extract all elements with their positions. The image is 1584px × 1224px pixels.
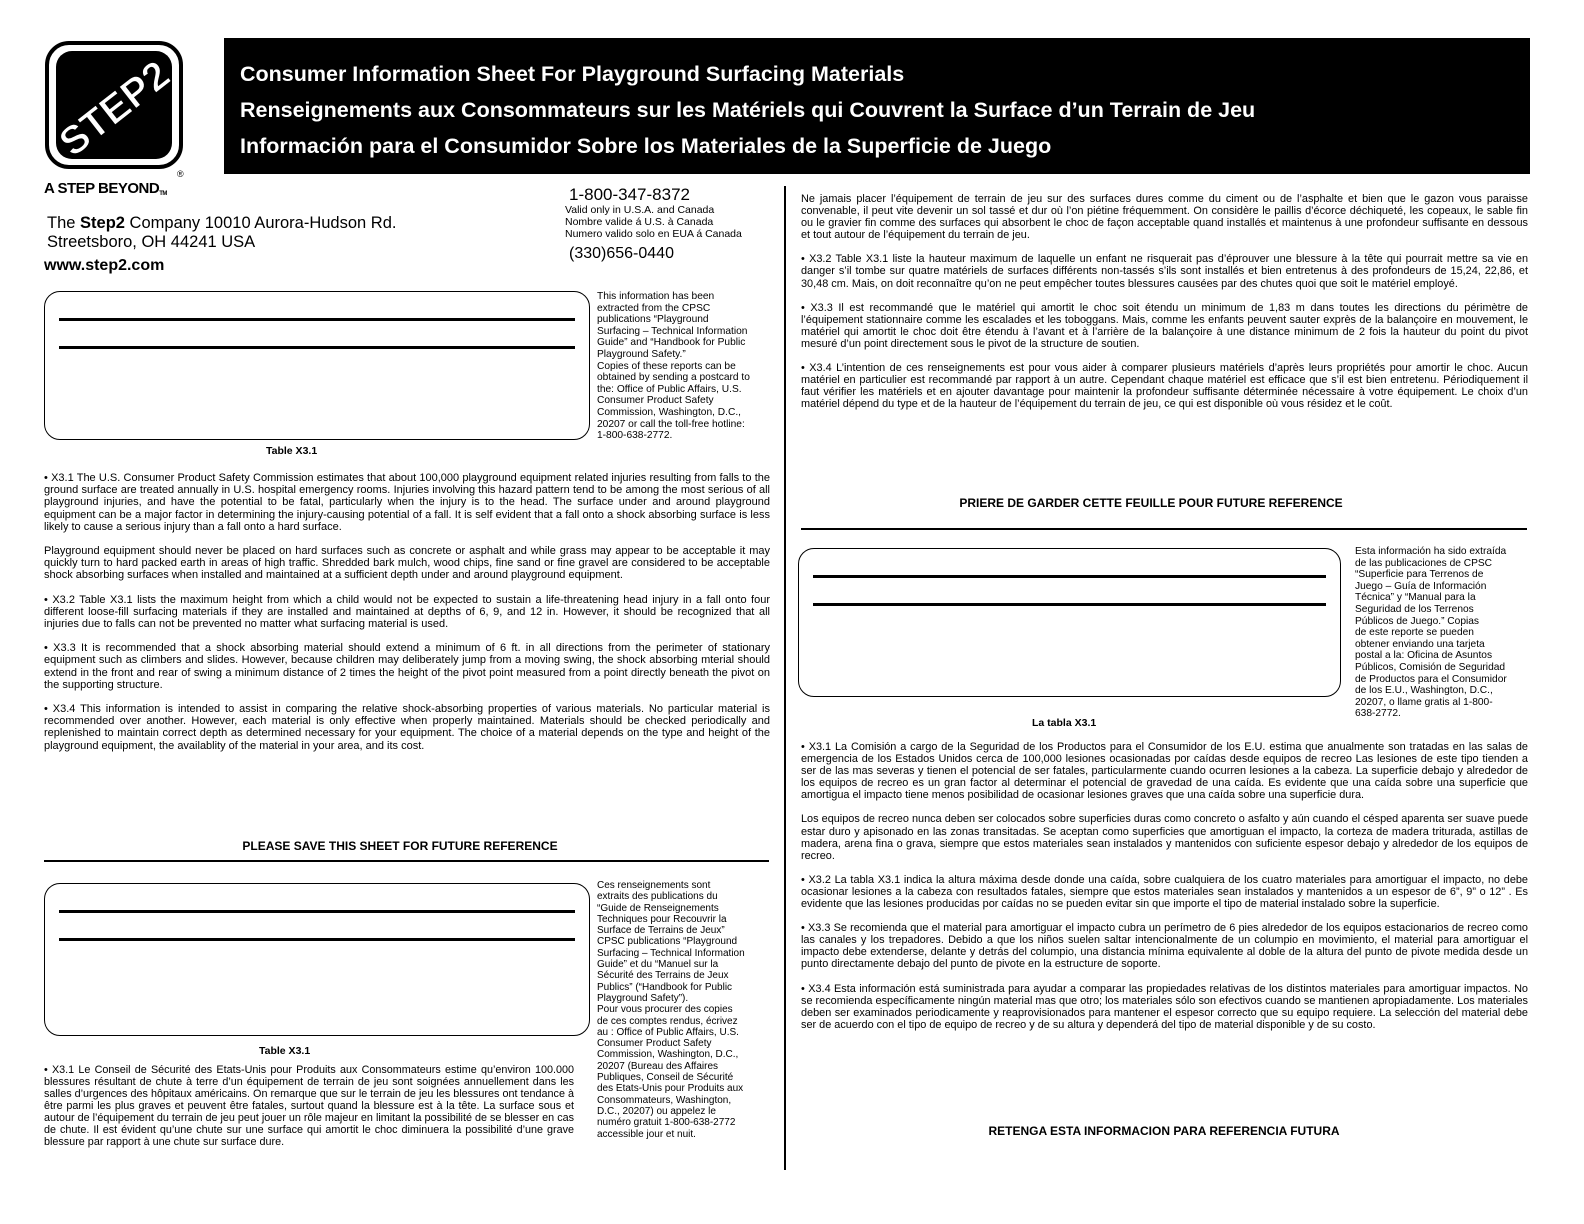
company-address: The Step2 Company 10010 Aurora-Hudson Rd. Streetsboro, OH 44241 USA — [47, 214, 397, 251]
divider-line — [44, 860, 769, 862]
paragraph: • X3.2 Table X3.1 liste la hauteur maximum de laquelle un enfant ne risquerait pas d’éprouver une blessure à la tête qui pourrait mettre sa vie en danger s’il tombe sur quatre matériels de surfaces différents non-tassés s’ils sont installés et bien entretenus à des profondeurs de 15,24, 22,86, et 30,48 cm. Mais, on doit reconnaître qu’on ne peut empêcher toutes blessures causées par des chutes quoi que soit le matériel employé. — [801, 253, 1528, 290]
table-rule — [813, 603, 1326, 606]
logo-text: STEP2 — [51, 52, 179, 166]
title-banner — [224, 38, 1530, 174]
table-caption-french: Table X3.1 — [259, 1045, 311, 1057]
trademark: TM — [159, 191, 167, 197]
table-rule — [59, 318, 575, 321]
paragraph: • X3.1 The U.S. Consumer Product Safety Commission estimates that about 100,000 playground equipment related injuries resulting from falls to the ground surface are treated annually in U.S. hospital emergency rooms. Injuries involving this hazard pattern tend to be among the most serious of all playground injuries, and have the potential to be fatal, particularly when the injury is to the head. The surface under and around playground equipment can be a major factor in determining the injury-causing potential of a fall. It is self evident that a fall onto a shock absorbing surface is less likely to cause a serious injury than a fall onto a hard surface. — [44, 472, 770, 533]
spanish-body — [801, 741, 1528, 1043]
paragraph: Playground equipment should never be placed on hard surfaces such as concrete or asphalt and while grass may appear to be acceptable it may quickly turn to hard packed earth in areas of high traffic. Shredded bark mulch, wood chips, fine sand or fine gravel are considered to be acceptable shock absorbing surfaces when installed and maintained at a sufficient depth under and around playground equipment. — [44, 545, 770, 582]
source-note-english: This information has been extracted from the CPSC publications “Playground Surfacing – Technical Information Guide” and “Handbook for Public Playground Safety.” Copies of these reports can be obtained by sending a postcard to the: Office of Public Affairs, U.S. Consumer Product Safety Commission, Washington, D.C., 20207 or call the toll-free hotline: 1-800-638-2772. — [597, 291, 750, 442]
table-rule — [59, 910, 575, 913]
brand-name: Step2 — [80, 214, 125, 232]
table-x3-1-french — [44, 883, 590, 1036]
table-x3-1-spanish — [798, 548, 1341, 697]
paragraph: • X3.2 La tabla X3.1 indica la altura máxima desde donde una caída, sobre cualquiera de los cuatro materiales para amortiguar el impacto, no debe ocasionar lesiones a la cabeza con resultados fatales, siempre que estos materiales sean instalados y mantenidos a un espesor de 6”, 9” o 12” . Es evidente que las lesiones producidas por caídas no se pueden evitar sin que importe el tipo de material instalado sobre la superficie. — [801, 873, 1528, 911]
french-body — [801, 193, 1528, 422]
save-notice-french: PRIERE DE GARDER CETTE FEUILLE POUR FUTURE REFERENCE — [959, 496, 1343, 510]
paragraph: • X3.4 This information is intended to assist in comparing the relative shock-absorbing properties of various materials. No particular material is recommended over another. However, each material is only effective when properly maintained. Materials should be checked periodically and replenished to maintain correct depth as determined necessary for your equipment. The choice of a material depends on the type and height of the playground equipment, the availablity of the material in your area, and its cost. — [44, 703, 770, 752]
paragraph: • X3.1 La Comisión a cargo de la Seguridad de los Productos para el Consumidor de los E.U. estima que anualmente son tratadas en las salas de emergencia de los Estados Unidos cerca de 100,000 lesiones ocasionadas por caídas desde equipos de recreo Las lesiones de este tipo tienden a ser de las mas severas y tienen el potencial de ser fatales, particularmente cuando ocurren lesiones a la cabeza. La superficie debajo y alrededor de los equipos de recreo es un gran factor al determinar el potencial de gravedad de una caída. Es evidente que una caída sobre una superficie que amortigua el impacto tiene menos posibilidad de ocasionar lesiones graves que una caída sobre una superficie dura. — [801, 741, 1528, 802]
paragraph: • X3.3 Il est recommandé que le matériel qui amortit le choc soit étendu un minimum de 1,83 m dans toutes les directions du périmètre de l’équipement stationnaire comme les escalades et les toboggans. Mais, comme les enfants peuvent sauter exprès de la balançoire en mouvement, le matériel qui amortit le choc doit être étendu à l’avant et à l’arrière de la balançoire à une distance minimum de 2 fois la hauteur du point du pivot mesuré d’un point directement sous le pivot de la structure de soutien. — [801, 301, 1528, 350]
paragraph: Ne jamais placer l’équipement de terrain de jeu sur des surfaces dures comme du ciment ou de l’asphalte et bien que le gazon vous paraisse convenable, il peut vite devenir un sol tassé et dur où l’on piétine fréquemment. On considère le paillis d’écorce déchiqueté, les copeaux, le sable fin ou le gravier fin comme des surfaces qui absorbent le choc de façon acceptable quand installés et maintenus à une profondeur suffisante en dessous et tout autour de l’équipement du terrain de jeu. — [801, 193, 1528, 242]
french-intro: • X3.1 Le Conseil de Sécurité des Etats-Unis pour Produits aux Consommateurs estime qu’environ 100.000 blessures résultant de chute à terre d’un équipement de terrain de jeu sont soignées annuellement dans les salles d’urgences des hôpitaux américains. On remarque que sur le terrain de jeu les blessures ont tendance à être parmi les plus graves et peuvent être fatales, surtout quand la blessure est à la tête. La surface sous et autour de l’équipement du terrain de jeu peut jouer un rôle majeur en limitant la possibilité de se blesser en cas de chute. Il est évident qu’une chute sur une surface qui amortit le choc diminuera la possibilité d’une grave blessure par rapport à une chute sur surface dure. — [44, 1064, 574, 1148]
paragraph: • X3.3 Se recomienda que el material para amortiguar el impacto cubra un perímetro de 6 pies alrededor de los equipos estacionarios de recreo como las canales y los trepadores. Debido a que los niños suelen saltar intencionalmente de un columpio en movimiento, el material para amortiguar el impacto debe extenderse, delante y detrás del columpio, una distancia mínima equivalente al doble de la altura del punto de pivote medida desde un punto directamente debajo del punto de pivote en la estructure de soporte. — [801, 922, 1528, 971]
title-spanish: Información para el Consumidor Sobre los Materiales de la Superficie de Juego — [240, 134, 1052, 158]
table-caption-spanish: La tabla X3.1 — [1032, 717, 1097, 729]
table-x3-1-english — [44, 291, 590, 440]
table-rule — [59, 346, 575, 349]
phone-validity-notes: Valid only in U.S.A. and Canada Nombre valide á U.S. à Canada Numero valido solo en EUA á Canada — [565, 204, 742, 240]
step2-logo — [44, 40, 186, 180]
english-body — [44, 472, 770, 764]
paragraph: • X3.4 L’intention de ces renseignements est pour vous aider à comparer plusieurs matériels d’après leurs propriétés pour amortir le choc. Aucun matériel en particulier est recommandé par rapport à un autre. Cependant chaque matériel est efficace que s’il est bien entretenu. Périodiquement il faut vérifier les matériels et en ajouter davantage pour maintenir la profondeur suffisante déterminée nécessaire à votre équipement. Le choix d’un matériel dépend du type et de la hauteur de l’équipement du terrain de jeu, ce qui est disponible où vous résidez et le coût. — [801, 362, 1528, 411]
website-link[interactable]: www.step2.com — [44, 257, 165, 274]
source-note-spanish: Esta información ha sido extraída de las publicaciones de CPSC “Superficie para Terrenos de Juego – Guía de Información Técnica” y “Manual para la Seguridad de los Terrenos Públicos de Juego.” Copias de este reporte se pueden obtener enviando una tarjeta postal a la: Oficina de Asuntos Públicos, Comisión de Seguridad de Productos para el Consumidor de los E.U., Washington, D.C., 20207, o llame gratis al 1-800- 638-2772. — [1355, 546, 1507, 720]
table-rule — [813, 575, 1326, 578]
table-caption-english: Table X3.1 — [266, 445, 318, 457]
table-rule — [59, 938, 575, 941]
paragraph: Los equipos de recreo nunca deben ser colocados sobre superficies duras como concreto o asfalto y aún cuando el césped aparenta ser suave puede estar duro y apisonado en las zonas transitadas. Se aceptan como superficies que amortiguan el impacto, la corteza de madera triturada, astillas de madera, arena fina o grava, siempre que estos materiales sean instalados y mantenidos con suficiente espesor debajo y alrededor de los equipos de recreo. — [801, 813, 1528, 862]
source-note-french: Ces renseignements sont extraits des publications du “Guide de Renseignements Techniques pour Recouvrir la Surface de Terrains de Jeux” CPSC publications “Playground Surfacing – Technical Information Guide” et du “Manuel sur la Sécurité des Terrains de Jeux Publics” (“Handbook for Public Playground Safety”). Pour vous procurer des copies de ces comptes rendus, écrivez au : Office of Public Affairs, U.S. Consumer Product Safety Commission, Washington, D.C., 20207 (Bureau des Affaires Publiques, Conseil de Sécurité des Etats-Unis pour Produits aux Consommateurs, Washington, D.C., 20207) ou appelez le numéro gratuit 1-800-638-2772 accessible jour et nuit. — [597, 880, 745, 1140]
save-notice-english: PLEASE SAVE THIS SHEET FOR FUTURE REFERENCE — [242, 839, 558, 853]
tagline: A STEP BEYONDTM — [44, 180, 167, 197]
title-french: Renseignements aux Consommateurs sur les Matériels qui Couvrent la Surface d’un Terrain de Jeu — [240, 98, 1256, 122]
logo-registered-mark: ® — [177, 169, 184, 179]
paragraph: • X3.2 Table X3.1 lists the maximum height from which a child would not be expected to sustain a life-threatening head injury in a fall onto four different loose-fill surfacing materials if they are installed and maintained at depths of 6, 9, and 12 in. However, it should be recognized that all injuries due to falls can not be prevented no matter what surfacing material is used. — [44, 593, 770, 631]
column-divider — [784, 186, 786, 1170]
paragraph: • X3.4 Esta información está suministrada para ayudar a comparar las propiedades relativas de los distintos materiales para amortiguar impactos. No se recomienda específicamente ningún material mas que otro; los materiales sólo son efectivos cuando se mantienen apropiadamente. Los materiales deben ser examinados periodicamente y reaprovisionados para mantener el espesor correcto que su equipo requiere. La selección del material debe ser de acuerdo con el tipo de equipo de recreo y de su altura y dependerá del tipo de material disponible y de su costo. — [801, 982, 1528, 1031]
divider-line — [801, 528, 1527, 530]
title-english: Consumer Information Sheet For Playground Surfacing Materials — [240, 62, 905, 86]
toll-free-phone: 1-800-347-8372 — [569, 185, 690, 204]
paragraph: • X3.3 It is recommended that a shock absorbing material should extend a minimum of 6 ft. in all directions from the perimeter of stationary equipment such as climbers and slides. However, because children may deliberately jump from a moving swing, the shock absorbing mterial should extend in the front and rear of swing a minimum distance of 2 times the height of the pivot point measured from a point directly beneath the pivot on the supporting structure. — [44, 642, 770, 691]
save-notice-spanish: RETENGA ESTA INFORMACION PARA REFERENCIA FUTURA — [988, 1124, 1340, 1138]
local-phone: (330)656-0440 — [569, 245, 674, 262]
